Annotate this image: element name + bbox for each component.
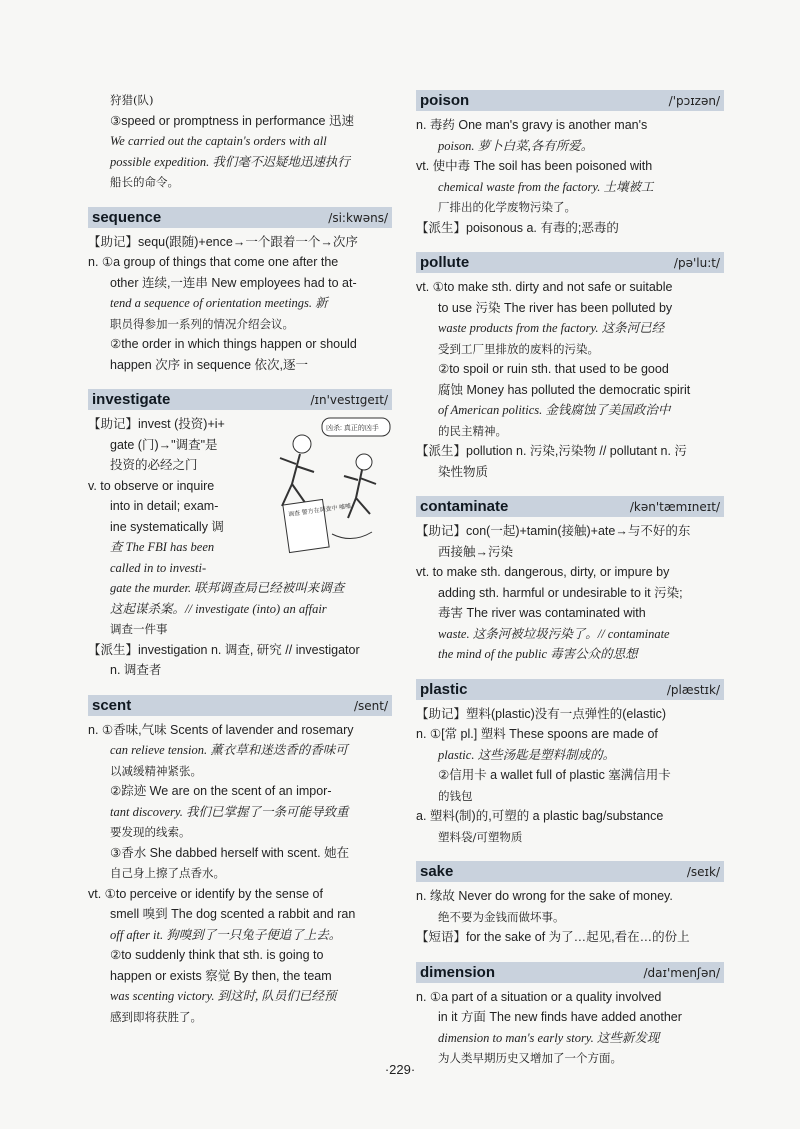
text-line: We carried out the captain's orders with all [110,134,327,148]
text-line: waste. 这条河被垃圾污染了。// contaminate [438,626,670,641]
headword: sake [420,863,454,880]
text-line: vt. ①to perceive or identify by the sense of [88,886,323,901]
text-line: n. 调查者 [110,663,162,677]
text-line: 【派生】pollution n. 污染,污染物 // pollutant n. 污 [416,444,687,458]
text-line: 塑料袋/可塑物质 [438,829,523,844]
text-line: 狩猎(队) [110,93,154,107]
text-line: 以减缓精神紧张。 [110,763,202,778]
cartoon-bubble-text: 凶杀: 真正的凶手 [326,425,379,432]
text-line: poison. 萝卜白菜,各有所爱。 [438,138,594,153]
headword-bar [416,496,724,517]
text-line: called in to investi- [110,560,207,575]
headword-bar [416,90,724,111]
entry-pollute [416,252,724,482]
text-line: plastic. 这些汤匙是塑料制成的。 [438,747,616,762]
pronunciation: /plæstɪk/ [666,682,720,697]
pronunciation: /ɪn'vestɪgeɪt/ [310,393,388,407]
text-line: off after it. 狗嗅到了一只兔子便追了上去。 [110,927,342,942]
text-line: vt. ①to make sth. dirty and not safe or suitable [416,280,673,294]
text-line: other 连续,一连串 New employees had to at- [110,275,357,290]
right-column [416,90,724,1083]
text-line: can relieve tension. 薰衣草和迷迭香的香味可 [110,743,348,757]
text-line: vt. to make sth. dangerous, dirty, or impure by [416,565,670,579]
text-line: 职员得参加一系列的情况介绍会议。 [110,316,294,331]
entry-dimension [416,962,724,1069]
page-number: ·229· [384,1062,416,1077]
pronunciation: /si:kwəns/ [328,210,388,225]
headword-bar [88,389,392,410]
cartoon-sign-text: 调查 警方在调查中 嘘嘘 [287,503,352,519]
headword: pollute [420,254,470,271]
text-line: the mind of the public 毒害公众的思想 [438,647,638,661]
headword-bar [416,252,724,273]
text-line: 【派生】poisonous a. 有毒的;恶毒的 [416,220,619,235]
text-line: 的民主精神。 [438,423,507,438]
text-line: ②the order in which things happen or should [110,337,357,351]
text-line: 为人类早期历史又增加了一个方面。 [438,1051,622,1065]
text-line: n. ①a group of things that come one after the [88,255,339,269]
text-line: 查 The FBI has been [110,540,215,554]
text-line: ine systematically 调 [110,519,224,534]
text-line: ②信用卡 a wallet full of plastic 塞满信用卡 [438,768,671,782]
text-line: 腐蚀 Money has polluted the democratic spirit [438,382,691,397]
pronunciation: /kən'tæmɪneɪt/ [629,500,720,514]
text-line: 染性物质 [438,464,489,479]
text-line: 调查一件事 [110,622,168,636]
headword: investigate [92,391,171,408]
entry-continuation [88,90,392,193]
text-line: gate (门)→"调查"是 [110,437,218,452]
text-line: tend a sequence of orientation meetings. 新 [110,296,328,310]
entry-sequence [88,207,392,376]
text-line: 要发现的线索。 [110,825,191,839]
headword-bar [416,861,724,882]
headword-bar [88,207,392,228]
headword: contaminate [420,498,509,515]
text-line: n. ①香味,气味 Scents of lavender and rosemary [88,722,354,737]
text-line: 【派生】investigation n. 调查, 研究 // investigator [88,642,360,657]
text-line: 厂排出的化学废物污染了。 [438,200,576,214]
text-line: adding sth. harmful or undesirable to it 污染; [438,585,683,600]
headword: sequence [92,208,162,226]
headword-bar [88,695,392,716]
text-line: ②to suddenly think that sth. is going to [110,948,324,962]
headword: dimension [420,963,496,981]
headword: plastic [420,680,468,698]
text-line: 西接触→污染 [438,544,514,559]
headword: scent [92,696,132,714]
text-line: happen 次序 in sequence 依次,逐一 [110,357,309,372]
headword-bar [416,962,724,983]
text-line: smell 嗅到 The dog scented a rabbit and ran [110,907,356,921]
text-line: 毒害 The river was contaminated with [438,606,646,620]
text-line: 这起谋杀案。// investigate (into) an affair [110,601,327,616]
text-line: n. 缘故 Never do wrong for the sake of money. [416,889,673,903]
text-with-figure [88,414,392,578]
left-column [88,90,392,1041]
text-line: 自己身上擦了点香水。 [110,866,225,880]
text-line: possible expedition. 我们毫不迟疑地迅速执行 [110,154,350,169]
text-line: 绝不要为金钱而做坏事。 [438,909,565,924]
text-line: tant discovery. 我们已掌握了一条可能导致重 [110,804,349,819]
text-line: 【助记】塑料(plastic)没有一点弹性的(elastic) [416,706,667,721]
text-line: n. ①a part of a situation or a quality involved [416,989,662,1004]
text-line: dimension to man's early story. 这些新发现 [438,1030,660,1045]
text-line: 【助记】sequ(跟随)+ence→一个跟着一个→次序 [88,234,358,249]
entry-poison [416,90,724,238]
entry-contaminate [416,496,724,665]
entry-scent [88,695,392,1028]
pronunciation: /pə'lu:t/ [673,256,720,270]
pronunciation: /sent/ [353,698,388,713]
headword: poison [420,92,470,109]
text-line: a. 塑料(制)的,可塑的 a plastic bag/substance [416,809,664,823]
text-line: vt. 使中毒 The soil has been poisoned with [416,159,653,173]
text-line: to use 污染 The river has been polluted by [438,300,673,315]
text-line: 船长的命令。 [110,175,179,189]
text-line: waste products from the factory. 这条河已经 [438,321,665,335]
text-line: in it 方面 The new finds have added another [438,1010,682,1024]
text-line: chemical waste from the factory. 土壤被工 [438,179,654,194]
entry-investigate [88,389,392,681]
text-line: 的钱包 [438,788,473,803]
text-line: ②踪迹 We are on the scent of an impor- [110,784,332,798]
text-line: ②to spoil or ruin sth. that used to be good [438,362,669,376]
text-line: 感到即将获胜了。 [110,1009,202,1024]
text-line: 【助记】invest (投资)+i+ [88,417,225,431]
text-line: 【助记】con(一起)+tamin(接触)+ate→与不好的东 [416,524,691,538]
pronunciation: /daɪ'menʃən/ [643,965,720,980]
cartoon-illustration [272,414,392,554]
text-line: 【短语】for the sake of 为了…起见,看在…的份上 [416,930,690,944]
pronunciation: /seɪk/ [686,865,720,879]
text-line: ③speed or promptness in performance 迅速 [110,113,354,128]
text-line: happen or exists 察觉 By then, the team [110,968,332,983]
entry-sake [416,861,724,948]
text-line: ③香水 She dabbed herself with scent. 她在 [110,845,350,860]
text-line: 投资的必经之门 [110,458,198,472]
text-line: gate the murder. 联邦调查局已经被叫来调查 [110,581,345,595]
text-line: of American politics. 金钱腐蚀了美国政治中 [438,403,671,417]
text-line: into in detail; exam- [110,499,219,513]
headword-bar [416,679,724,700]
text-line: v. to observe or inquire [88,478,215,493]
text-line: n. ①[常 pl.] 塑料 These spoons are made of [416,727,658,741]
pronunciation: /'pɔɪzən/ [668,94,720,108]
text-line: was scenting victory. 到这时, 队员们已经预 [110,989,337,1003]
text-line: 受到工厂里排放的废料的污染。 [438,341,599,356]
entry-plastic [416,679,724,848]
text-line: n. 毒药 One man's gravy is another man's [416,118,648,132]
